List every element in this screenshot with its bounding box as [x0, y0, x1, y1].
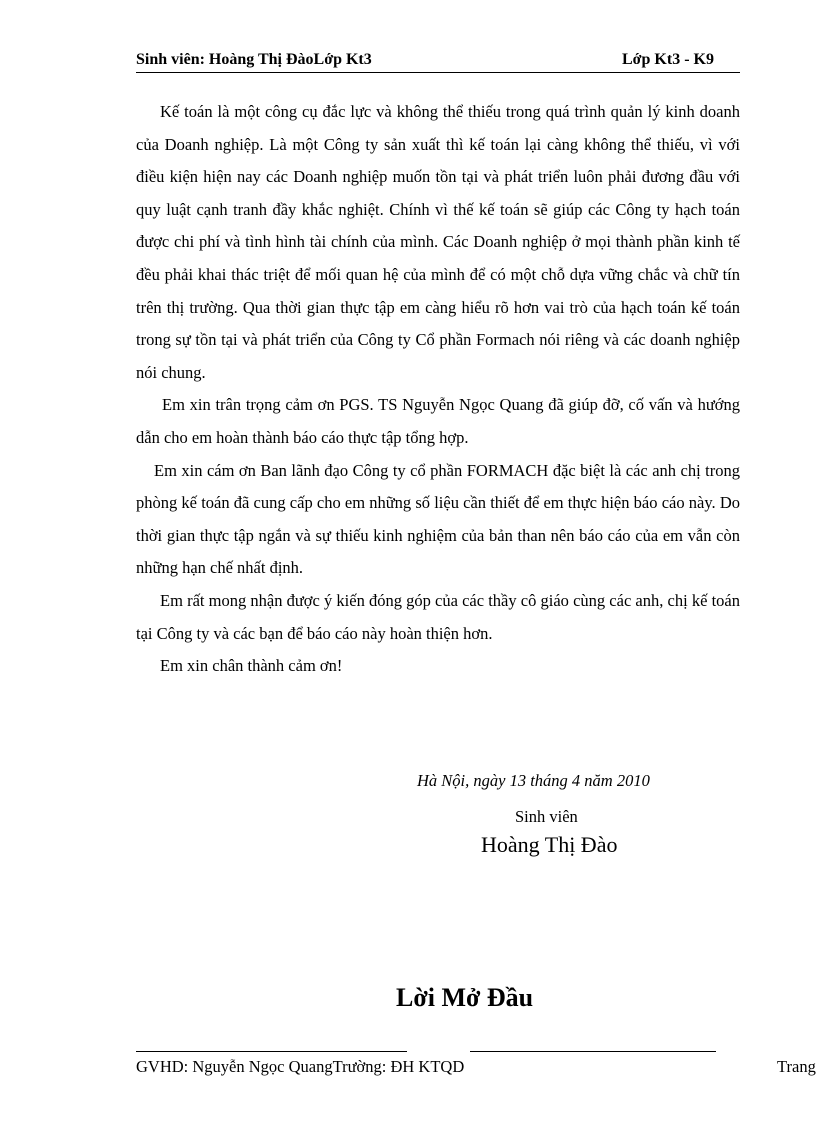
paragraph-thanks-advisor: Em xin trân trọng cảm ơn PGS. TS Nguyễn Ngọc Quang đã giúp đỡ, cố vấn và hướng dẫn cho em hoàn thành báo cáo thực tập tổng hợp. [136, 395, 740, 447]
paragraph-request-feedback: Em rất mong nhận được ý kiến đóng góp của các thầy cô giáo cùng các anh, chị kế toán tại Công ty và các bạn để báo cáo này hoàn thiện hơn. [136, 590, 740, 643]
paragraph-thanks-company: Em xin cám ơn Ban lãnh đạo Công ty cổ phần FORMACH đặc biệt là các anh chị trong phòng kế toán đã cung cấp cho em những số liệu cần thiết để em thực hiện báo cáo này. Do thời gian thực tập ngắn và sự thiếu kinh nghiệm của bản than nên báo cáo của em vẫn còn những hạn chế nhất định. [136, 460, 740, 578]
signature-date: Hà Nội, ngày 13 tháng 4 năm 2010 [417, 771, 650, 790]
signature-role: Sinh viên [515, 807, 578, 826]
footer-advisor-school: GVHD: Nguyễn Ngọc QuangTrường: ĐH KTQD [136, 1057, 465, 1076]
footer-rule-left [136, 1051, 407, 1052]
paragraph-intro: Kế toán là một công cụ đắc lực và không thể thiếu trong quá trình quản lý kinh doanh của Doanh nghiệp. Là một Công ty sản xuất thì kế toán lại càng không thể thiếu, vì với điều kiện hiện nay các Doanh nghiệp muốn tồn tại và phát triển luôn phải đương đầu với quy luật cạnh tranh đầy khắc nghiệt. Chính vì thế kế toán sẽ giúp các Công ty hạch toán được chi phí và tình hình tài chính của mình. Các Doanh nghiệp ở mọi thành phần kinh tế đều phải khai thác triệt để mối quan hệ của mình để có một chỗ dựa vững chắc và chữ tín trên thị trường. Qua thời gian thực tập em càng hiểu rõ hơn vai trò của hạch toán kế toán trong sự tồn tại và phát triển của Công ty Cổ phần Formach nói riêng và các doanh nghiệp nói chung. [136, 102, 740, 382]
paragraph-closing: Em xin chân thành cảm ơn! [160, 656, 343, 676]
body-text [136, 96, 740, 683]
page-header [136, 50, 740, 73]
header-class-code: Lớp Kt3 - K9 [622, 51, 714, 68]
header-student-class: Sinh viên: Hoàng Thị ĐàoLớp Kt3 [136, 51, 372, 68]
footer-page-label: Trang [777, 1057, 816, 1076]
section-title: Lời Mở Đầu [396, 983, 534, 1012]
signature-name: Hoàng Thị Đào [481, 832, 618, 857]
footer-rule-right [470, 1051, 716, 1052]
